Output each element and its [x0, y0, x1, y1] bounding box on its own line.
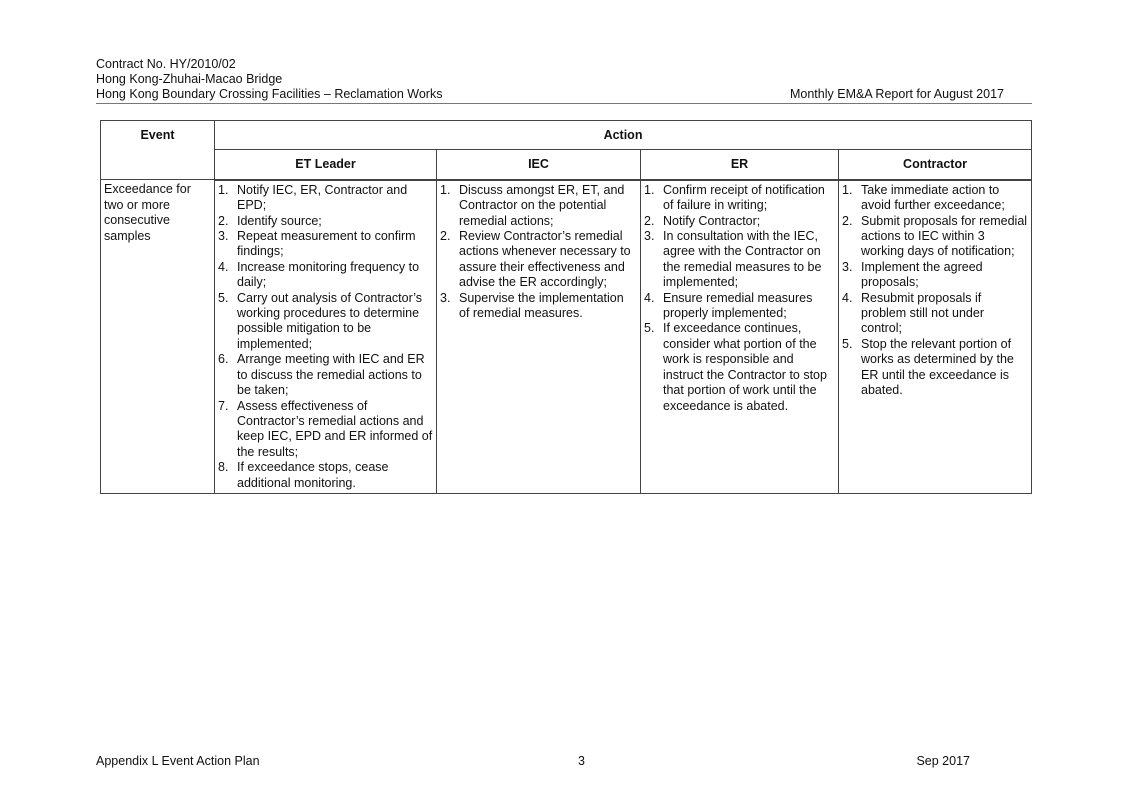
list-item-number: 3.: [218, 229, 229, 244]
list-item-number: 2.: [644, 213, 655, 228]
list-item-number: 3.: [842, 259, 853, 274]
list-item: [218, 214, 433, 229]
list-item: [842, 183, 1028, 214]
contractor-cell: [839, 180, 1032, 494]
list-item: [842, 337, 1028, 399]
list-item: [644, 291, 835, 322]
list-item: [440, 183, 637, 229]
list-item: [218, 399, 433, 461]
list-item: [218, 229, 433, 260]
list-item-text: Submit proposals for remedial actions to IEC within 3 working days of notification;: [861, 213, 1028, 259]
list-item-text: Supervise the implementation of remedial measures.: [459, 290, 624, 321]
list-item-text: Assess effectiveness of Contractor’s remedial actions and keep IEC, EPD and ER informed of the results;: [237, 398, 433, 459]
report-title: Monthly EM&A Report for August 2017: [789, 87, 1004, 101]
list-item-number: 2.: [218, 213, 229, 228]
list-item: [644, 229, 835, 291]
list-item-text: Review Contractor’s remedial actions whenever necessary to assure their effectiveness and advise the ER accordingly;: [459, 229, 631, 290]
list-item-number: 4.: [842, 290, 853, 305]
list-item-text: Discuss amongst ER, ET, and Contractor on the potential remedial actions;: [459, 182, 625, 228]
er-cell: [641, 180, 839, 494]
list-item: [842, 214, 1028, 260]
list-item-text: If exceedance stops, cease additional monitoring.: [237, 460, 389, 490]
list-item-number: 5.: [218, 290, 229, 305]
contractor-header: Contractor: [839, 150, 1032, 180]
list-item-text: In consultation with the IEC, agree with the Contractor on the remedial measures to be implemented;: [663, 229, 822, 290]
er-header: ER: [641, 150, 839, 180]
works-name: Hong Kong Boundary Crossing Facilities – Reclamation Works: [96, 87, 443, 101]
list-item-number: 4.: [218, 259, 229, 274]
list-item: [440, 291, 637, 322]
list-item: [440, 229, 637, 291]
list-item-text: Resubmit proposals if problem still not under control;: [861, 290, 984, 336]
list-item-number: 6.: [218, 352, 229, 367]
list-item: [218, 460, 433, 491]
list-item-number: 2.: [842, 213, 853, 228]
list-item-number: 4.: [644, 290, 655, 305]
contract-number: Contract No. HY/2010/02: [96, 57, 236, 71]
list-item-text: Confirm receipt of notification of failure in writing;: [663, 182, 825, 213]
list-item: [842, 260, 1028, 291]
list-item-number: 7.: [218, 398, 229, 413]
list-item-number: 5.: [644, 321, 655, 336]
list-item-text: Ensure remedial measures properly implemented;: [663, 290, 813, 321]
table-subheader-row: [101, 150, 1032, 180]
list-item: [218, 291, 433, 353]
list-item-text: Carry out analysis of Contractor’s working procedures to determine possible mitigation to be implemented;: [237, 290, 423, 351]
project-name: Hong Kong-Zhuhai-Macao Bridge: [96, 72, 283, 86]
list-item: [644, 214, 835, 229]
iec-header: IEC: [437, 150, 641, 180]
page-number: 3: [578, 754, 585, 768]
list-item-text: Notify IEC, ER, Contractor and EPD;: [237, 182, 408, 213]
event-action-table: [100, 120, 1032, 494]
list-item: [644, 321, 835, 413]
iec-cell: [437, 180, 641, 494]
list-item: [842, 291, 1028, 337]
header-divider: [96, 103, 1032, 104]
list-item: [218, 260, 433, 291]
action-column-header: Action: [215, 121, 1032, 150]
list-item-number: 5.: [842, 336, 853, 351]
list-item: [644, 183, 835, 214]
list-item-text: Implement the agreed proposals;: [861, 259, 983, 290]
list-item-text: Stop the relevant portion of works as determined by the ER until the exceedance is abated.: [861, 336, 1014, 398]
list-item-number: 1.: [218, 182, 229, 197]
list-item-number: 1.: [842, 182, 853, 197]
event-column-header: Event: [101, 121, 215, 180]
list-item: [218, 352, 433, 398]
footer-date: Sep 2017: [916, 754, 970, 768]
list-item-text: If exceedance continues, consider what portion of the work is responsible and instruct the Contractor to stop that portion of work until the exceedance is abated.: [663, 321, 827, 413]
list-item-number: 1.: [440, 182, 451, 197]
table-header-row: [101, 121, 1032, 150]
list-item-number: 8.: [218, 460, 229, 475]
table-row: [101, 180, 1032, 494]
list-item-text: Increase monitoring frequency to daily;: [237, 259, 420, 290]
footer-appendix: Appendix L Event Action Plan: [96, 754, 260, 768]
list-item-text: Notify Contractor;: [663, 213, 761, 228]
et-leader-header: ET Leader: [215, 150, 437, 180]
list-item-text: Arrange meeting with IEC and ER to discuss the remedial actions to be taken;: [237, 352, 425, 398]
list-item-text: Repeat measurement to confirm findings;: [237, 229, 416, 259]
list-item-number: 3.: [440, 290, 451, 305]
et-leader-cell: [215, 180, 437, 494]
list-item-text: Take immediate action to avoid further exceedance;: [861, 182, 1005, 213]
list-item-number: 2.: [440, 229, 451, 244]
event-cell: Exceedance for two or more consecutive samples: [101, 180, 215, 494]
header-line-3: [96, 87, 1032, 102]
list-item-text: Identify source;: [237, 213, 322, 228]
page-header: [96, 57, 1032, 102]
list-item-number: 3.: [644, 229, 655, 244]
list-item-number: 1.: [644, 182, 655, 197]
list-item: [218, 183, 433, 214]
